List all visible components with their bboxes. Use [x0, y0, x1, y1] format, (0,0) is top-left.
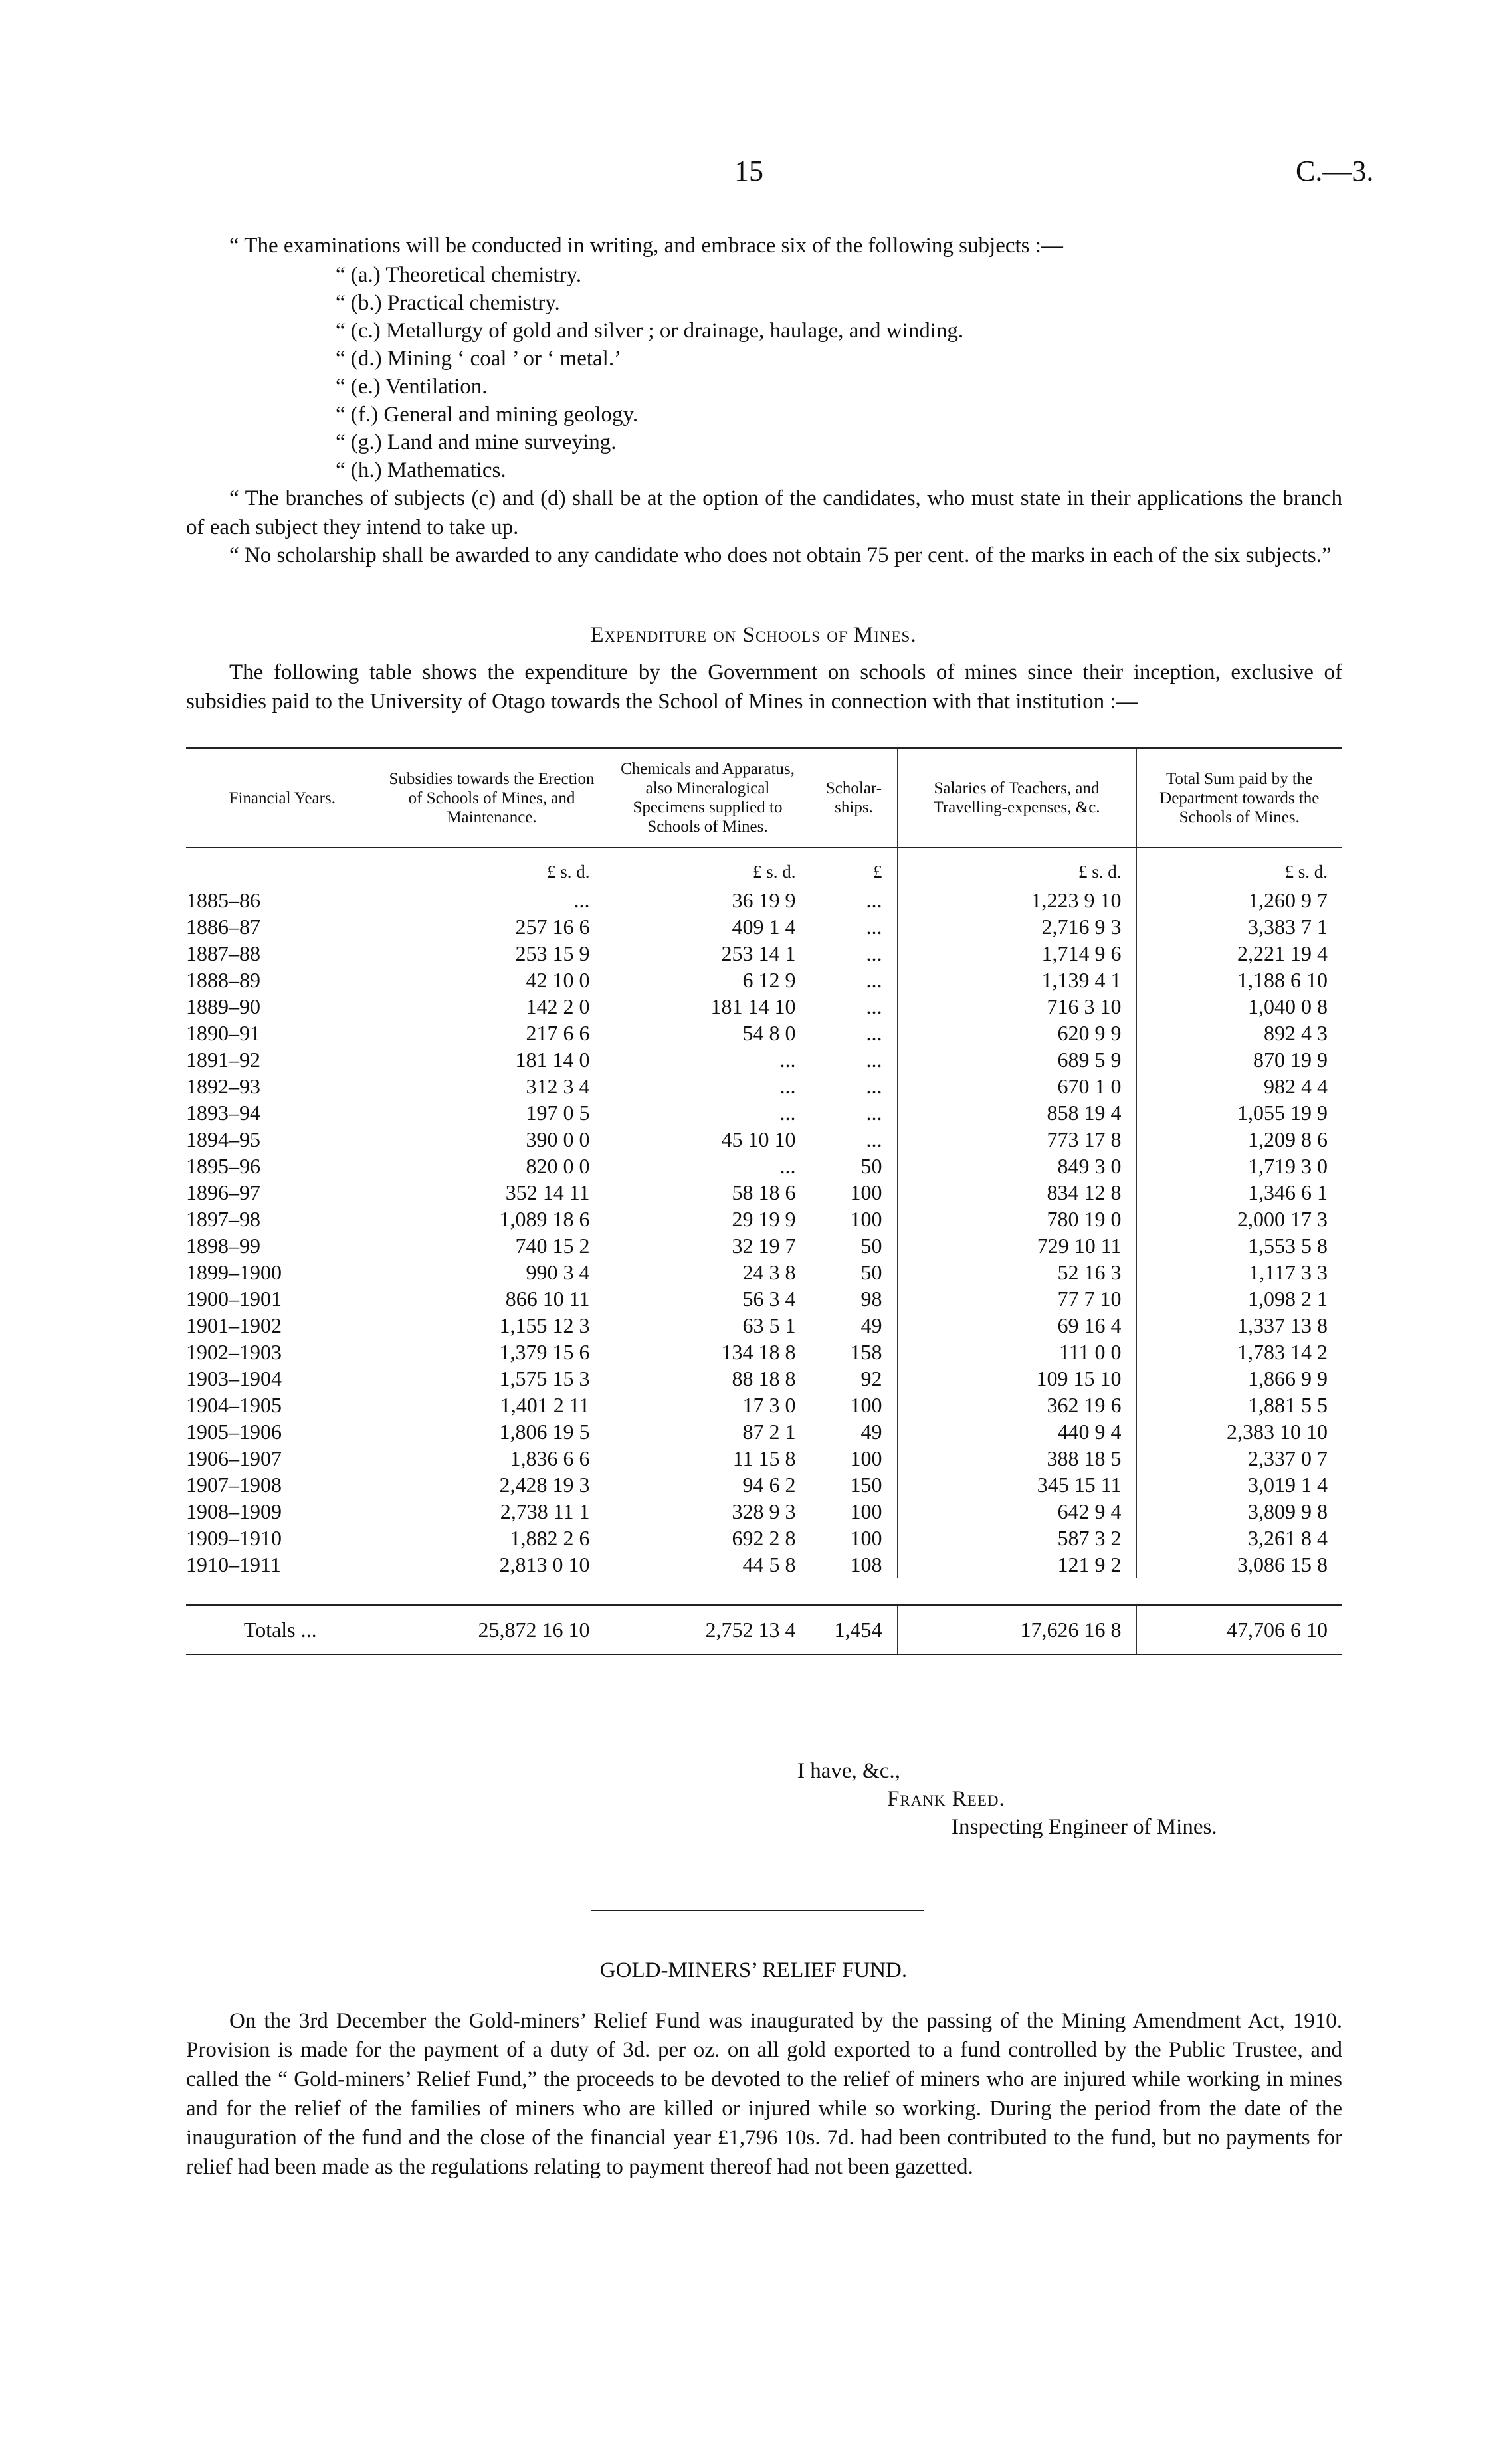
exam-intro: “ The examinations will be conducted in writing, and embrace six of the following subjects :— [229, 234, 1063, 258]
year-cell: 1899–1900 [186, 1260, 282, 1284]
amount-cell: 1,117 3 3 [1136, 1259, 1342, 1285]
amount-cell: ... [605, 1153, 811, 1179]
table-row [186, 1153, 1342, 1179]
expenditure-heading: Expenditure on Schools of Mines. [590, 623, 917, 647]
table-row [186, 1073, 1342, 1099]
amount-cell: 56 3 4 [605, 1285, 811, 1312]
amount-cell: 197 0 5 [379, 1099, 605, 1126]
amount-cell: 2,738 11 1 [379, 1498, 605, 1525]
year-cell: 1892–93 [186, 1074, 260, 1098]
year-cell: 1900–1901 [186, 1287, 282, 1311]
year-cell: 1910–1911 [186, 1553, 281, 1576]
subject-e: “ (e.) Ventilation. [336, 375, 488, 399]
amount-cell: 98 [811, 1285, 897, 1312]
amount-cell: 58 18 6 [605, 1179, 811, 1206]
amount-cell: 312 3 4 [379, 1073, 605, 1099]
amount-cell: 740 15 2 [379, 1232, 605, 1259]
amount-cell: ... [811, 887, 897, 913]
amount-cell: 362 19 6 [897, 1392, 1136, 1418]
amount-cell: 1,553 5 8 [1136, 1232, 1342, 1259]
amount-cell: 100 [811, 1206, 897, 1232]
table-row [186, 1498, 1342, 1525]
amount-cell: 3,086 15 8 [1136, 1551, 1342, 1578]
amount-cell: ... [811, 1073, 897, 1099]
amount-cell: 2,716 9 3 [897, 913, 1136, 940]
signature-greeting: I have, &c., [797, 1759, 900, 1783]
amount-cell: 2,000 17 3 [1136, 1206, 1342, 1232]
amount-cell: 1,209 8 6 [1136, 1126, 1342, 1153]
amount-cell: 50 [811, 1232, 897, 1259]
table-row [186, 887, 1342, 913]
amount-cell: 181 14 10 [605, 993, 811, 1020]
amount-cell: 692 2 8 [605, 1525, 811, 1551]
amount-cell: 134 18 8 [605, 1339, 811, 1365]
amount-cell: 716 3 10 [897, 993, 1136, 1020]
table-row [186, 913, 1342, 940]
year-cell: 1891–92 [186, 1048, 260, 1072]
amount-cell: 2,221 19 4 [1136, 940, 1342, 967]
document-code: C.—3. [1296, 155, 1374, 187]
amount-cell: ... [811, 1046, 897, 1073]
subject-f: “ (f.) General and mining geology. [336, 403, 639, 426]
amount-cell: 409 1 4 [605, 913, 811, 940]
amount-cell: ... [811, 967, 897, 993]
year-cell: 1885–86 [186, 888, 260, 912]
table-row [186, 1099, 1342, 1126]
amount-cell: 587 3 2 [897, 1525, 1136, 1551]
amount-cell: 990 3 4 [379, 1259, 605, 1285]
amount-cell: 52 16 3 [897, 1259, 1136, 1285]
amount-cell: ... [811, 1126, 897, 1153]
branches-paragraph: “ The branches of subjects (c) and (d) shall be at the option of the candidates, who must state in their applications the branch of each subject they intend to take up. [186, 486, 1342, 539]
amount-cell: 870 19 9 [1136, 1046, 1342, 1073]
amount-cell: 1,089 18 6 [379, 1206, 605, 1232]
amount-cell: 1,806 19 5 [379, 1418, 605, 1445]
amount-cell: ... [811, 1020, 897, 1046]
table-row [186, 1445, 1342, 1471]
amount-cell: 100 [811, 1445, 897, 1471]
amount-cell: 858 19 4 [897, 1099, 1136, 1126]
year-cell: 1896–97 [186, 1181, 260, 1204]
table-row [186, 993, 1342, 1020]
amount-cell: 820 0 0 [379, 1153, 605, 1179]
amount-cell: ... [811, 913, 897, 940]
amount-cell: 88 18 8 [605, 1365, 811, 1392]
totals-row [186, 1605, 1342, 1654]
year-cell: 1901–1902 [186, 1313, 282, 1337]
amount-cell: 1,155 12 3 [379, 1312, 605, 1339]
amount-cell: 1,401 2 11 [379, 1392, 605, 1418]
table-row [186, 1046, 1342, 1073]
amount-cell: 6 12 9 [605, 967, 811, 993]
year-cell: 1889–90 [186, 995, 260, 1018]
amount-cell: 36 19 9 [605, 887, 811, 913]
table-row [186, 1471, 1342, 1498]
amount-cell: 982 4 4 [1136, 1073, 1342, 1099]
amount-cell: 253 15 9 [379, 940, 605, 967]
units-cell [186, 848, 379, 887]
col-header-years: Financial Years. [186, 748, 379, 848]
amount-cell: 729 10 11 [897, 1232, 1136, 1259]
amount-cell: 892 4 3 [1136, 1020, 1342, 1046]
amount-cell: 1,040 0 8 [1136, 993, 1342, 1020]
year-cell: 1909–1910 [186, 1526, 282, 1550]
amount-cell: 352 14 11 [379, 1179, 605, 1206]
amount-cell: ... [811, 993, 897, 1020]
amount-cell: 257 16 6 [379, 913, 605, 940]
signature-name: Frank Reed. [887, 1787, 1005, 1811]
units-cell: £ s. d. [1136, 848, 1342, 887]
totals-cell: 2,752 13 4 [605, 1605, 811, 1654]
amount-cell: 2,428 19 3 [379, 1471, 605, 1498]
amount-cell: 1,866 9 9 [1136, 1365, 1342, 1392]
table-header-row [186, 748, 1342, 848]
amount-cell: 1,346 6 1 [1136, 1179, 1342, 1206]
subject-c: “ (c.) Metallurgy of gold and silver ; or drainage, haulage, and winding. [336, 319, 964, 343]
amount-cell: 1,223 9 10 [897, 887, 1136, 913]
year-cell: 1897–98 [186, 1207, 260, 1231]
year-cell: 1888–89 [186, 968, 260, 992]
amount-cell: 32 19 7 [605, 1232, 811, 1259]
amount-cell: 328 9 3 [605, 1498, 811, 1525]
table-row [186, 940, 1342, 967]
subject-b: “ (b.) Practical chemistry. [336, 291, 560, 315]
amount-cell: 440 9 4 [897, 1418, 1136, 1445]
amount-cell: 3,383 7 1 [1136, 913, 1342, 940]
amount-cell: 17 3 0 [605, 1392, 811, 1418]
amount-cell: 2,383 10 10 [1136, 1418, 1342, 1445]
amount-cell: 50 [811, 1153, 897, 1179]
amount-cell: 1,188 6 10 [1136, 967, 1342, 993]
amount-cell: 100 [811, 1498, 897, 1525]
amount-cell: 42 10 0 [379, 967, 605, 993]
amount-cell: 100 [811, 1179, 897, 1206]
amount-cell: 92 [811, 1365, 897, 1392]
table-row [186, 1551, 1342, 1578]
amount-cell: 87 2 1 [605, 1418, 811, 1445]
table-row [186, 1418, 1342, 1445]
amount-cell: 1,575 15 3 [379, 1365, 605, 1392]
expenditure-intro: The following table shows the expenditure by the Government on schools of mines since their inception, exclusive of subsidies paid to the University of Otago towards the School of Mines in connection with that institution :— [186, 660, 1342, 713]
amount-cell: 3,019 1 4 [1136, 1471, 1342, 1498]
amount-cell: 3,261 8 4 [1136, 1525, 1342, 1551]
totals-cell: 47,706 6 10 [1136, 1605, 1342, 1654]
col-header-salaries: Salaries of Teachers, and Travelling-expenses, &c. [897, 748, 1136, 848]
amount-cell: 390 0 0 [379, 1126, 605, 1153]
col-header-chemicals: Chemicals and Apparatus, also Mineralogical Specimens supplied to Schools of Mines. [605, 748, 811, 848]
amount-cell: 780 19 0 [897, 1206, 1136, 1232]
amount-cell: 849 3 0 [897, 1153, 1136, 1179]
signature-title: Inspecting Engineer of Mines. [952, 1815, 1217, 1839]
amount-cell: 1,783 14 2 [1136, 1339, 1342, 1365]
col-header-scholarships: Scholar-ships. [811, 748, 897, 848]
amount-cell: 50 [811, 1259, 897, 1285]
year-cell: 1907–1908 [186, 1473, 282, 1497]
year-cell: 1894–95 [186, 1127, 260, 1151]
year-cell: 1890–91 [186, 1021, 260, 1045]
subject-g: “ (g.) Land and mine surveying. [336, 430, 617, 454]
scholarship-paragraph: “ No scholarship shall be awarded to any candidate who does not obtain 75 per cent. of the marks in each of the six subjects.” [229, 543, 1332, 567]
amount-cell: 49 [811, 1312, 897, 1339]
amount-cell: ... [605, 1073, 811, 1099]
year-cell: 1898–99 [186, 1234, 260, 1258]
amount-cell: 24 3 8 [605, 1259, 811, 1285]
table-row [186, 1232, 1342, 1259]
amount-cell: ... [605, 1099, 811, 1126]
amount-cell: 620 9 9 [897, 1020, 1136, 1046]
amount-cell: 866 10 11 [379, 1285, 605, 1312]
amount-cell: 29 19 9 [605, 1206, 811, 1232]
amount-cell: 44 5 8 [605, 1551, 811, 1578]
totals-cell: 1,454 [811, 1605, 897, 1654]
amount-cell: 1,719 3 0 [1136, 1153, 1342, 1179]
amount-cell: 3,809 9 8 [1136, 1498, 1342, 1525]
expenditure-table [186, 747, 1342, 1655]
amount-cell: 388 18 5 [897, 1445, 1136, 1471]
amount-cell: 69 16 4 [897, 1312, 1136, 1339]
section-divider [591, 1910, 924, 1911]
table-row [186, 1365, 1342, 1392]
amount-cell: 1,139 4 1 [897, 967, 1136, 993]
units-cell: £ s. d. [379, 848, 605, 887]
amount-cell: 150 [811, 1471, 897, 1498]
amount-cell: 1,882 2 6 [379, 1525, 605, 1551]
amount-cell: 834 12 8 [897, 1179, 1136, 1206]
amount-cell: 108 [811, 1551, 897, 1578]
amount-cell: 49 [811, 1418, 897, 1445]
units-cell: £ [811, 848, 897, 887]
totals-label: Totals ... [186, 1605, 379, 1654]
amount-cell: 642 9 4 [897, 1498, 1136, 1525]
amount-cell: 1,337 13 8 [1136, 1312, 1342, 1339]
units-row [186, 848, 1342, 887]
table-row [186, 1392, 1342, 1418]
table-row [186, 1285, 1342, 1312]
amount-cell: 100 [811, 1392, 897, 1418]
relief-heading: GOLD-MINERS’ RELIEF FUND. [599, 1958, 908, 1982]
table-row [186, 967, 1342, 993]
units-cell: £ s. d. [897, 848, 1136, 887]
amount-cell: 158 [811, 1339, 897, 1365]
amount-cell: ... [811, 940, 897, 967]
totals-cell: 25,872 16 10 [379, 1605, 605, 1654]
amount-cell: 345 15 11 [897, 1471, 1136, 1498]
amount-cell: 2,813 0 10 [379, 1551, 605, 1578]
amount-cell: 63 5 1 [605, 1312, 811, 1339]
amount-cell: 1,714 9 6 [897, 940, 1136, 967]
amount-cell: 1,055 19 9 [1136, 1099, 1342, 1126]
year-cell: 1904–1905 [186, 1393, 282, 1417]
amount-cell: 689 5 9 [897, 1046, 1136, 1073]
page-number: 15 [734, 155, 763, 187]
amount-cell: 111 0 0 [897, 1339, 1136, 1365]
amount-cell: 217 6 6 [379, 1020, 605, 1046]
table-row [186, 1126, 1342, 1153]
amount-cell: 253 14 1 [605, 940, 811, 967]
year-cell: 1908–1909 [186, 1499, 282, 1523]
amount-cell: 94 6 2 [605, 1471, 811, 1498]
amount-cell: ... [811, 1099, 897, 1126]
amount-cell: ... [605, 1046, 811, 1073]
year-cell: 1886–87 [186, 915, 260, 939]
amount-cell: 45 10 10 [605, 1126, 811, 1153]
subject-a: “ (a.) Theoretical chemistry. [336, 263, 582, 287]
year-cell: 1893–94 [186, 1101, 260, 1125]
amount-cell: 1,260 9 7 [1136, 887, 1342, 913]
col-header-subsidies: Subsidies towards the Erection of Schools of Mines, and Maintenance. [379, 748, 605, 848]
year-cell: 1905–1906 [186, 1420, 282, 1444]
amount-cell: ... [379, 887, 605, 913]
year-cell: 1887–88 [186, 941, 260, 965]
table-row [186, 1206, 1342, 1232]
amount-cell: 670 1 0 [897, 1073, 1136, 1099]
table-row [186, 1312, 1342, 1339]
amount-cell: 2,337 0 7 [1136, 1445, 1342, 1471]
amount-cell: 11 15 8 [605, 1445, 811, 1471]
table-row [186, 1259, 1342, 1285]
amount-cell: 1,098 2 1 [1136, 1285, 1342, 1312]
table-row [186, 1179, 1342, 1206]
subject-h: “ (h.) Mathematics. [336, 458, 506, 482]
table-row [186, 1020, 1342, 1046]
amount-cell: 142 2 0 [379, 993, 605, 1020]
col-header-total: Total Sum paid by the Department towards the Schools of Mines. [1136, 748, 1342, 848]
amount-cell: 773 17 8 [897, 1126, 1136, 1153]
year-cell: 1903–1904 [186, 1367, 282, 1390]
year-cell: 1895–96 [186, 1154, 260, 1178]
table-row [186, 1339, 1342, 1365]
units-cell: £ s. d. [605, 848, 811, 887]
amount-cell: 181 14 0 [379, 1046, 605, 1073]
year-cell: 1902–1903 [186, 1340, 282, 1364]
totals-cell: 17,626 16 8 [897, 1605, 1136, 1654]
table-row [186, 1525, 1342, 1551]
relief-paragraph: On the 3rd December the Gold-miners’ Relief Fund was inaugurated by the passing of the Mining Amendment Act, 1910. Provision is made for the payment of a duty of 3d. per oz. on all gold exported to a fund controlled by the Public Trustee, and called the “ Gold-miners’ Relief Fund,” the proceeds to be devoted to the relief of miners who are injured while working in mines and for the relief of the families of miners who are killed or injured while so working. During the period from the date of the inauguration of the fund and the close of the financial year £1,796 10s. 7d. had been contributed to the fund, but no payments for relief had been made as the regulations relating to payment thereof had not been gazetted. [186, 2009, 1342, 2179]
amount-cell: 1,836 6 6 [379, 1445, 605, 1471]
amount-cell: 109 15 10 [897, 1365, 1136, 1392]
amount-cell: 1,881 5 5 [1136, 1392, 1342, 1418]
amount-cell: 77 7 10 [897, 1285, 1136, 1312]
amount-cell: 121 9 2 [897, 1551, 1136, 1578]
amount-cell: 100 [811, 1525, 897, 1551]
year-cell: 1906–1907 [186, 1446, 282, 1470]
subject-d: “ (d.) Mining ‘ coal ’ or ‘ metal.’ [336, 347, 622, 371]
amount-cell: 54 8 0 [605, 1020, 811, 1046]
amount-cell: 1,379 15 6 [379, 1339, 605, 1365]
